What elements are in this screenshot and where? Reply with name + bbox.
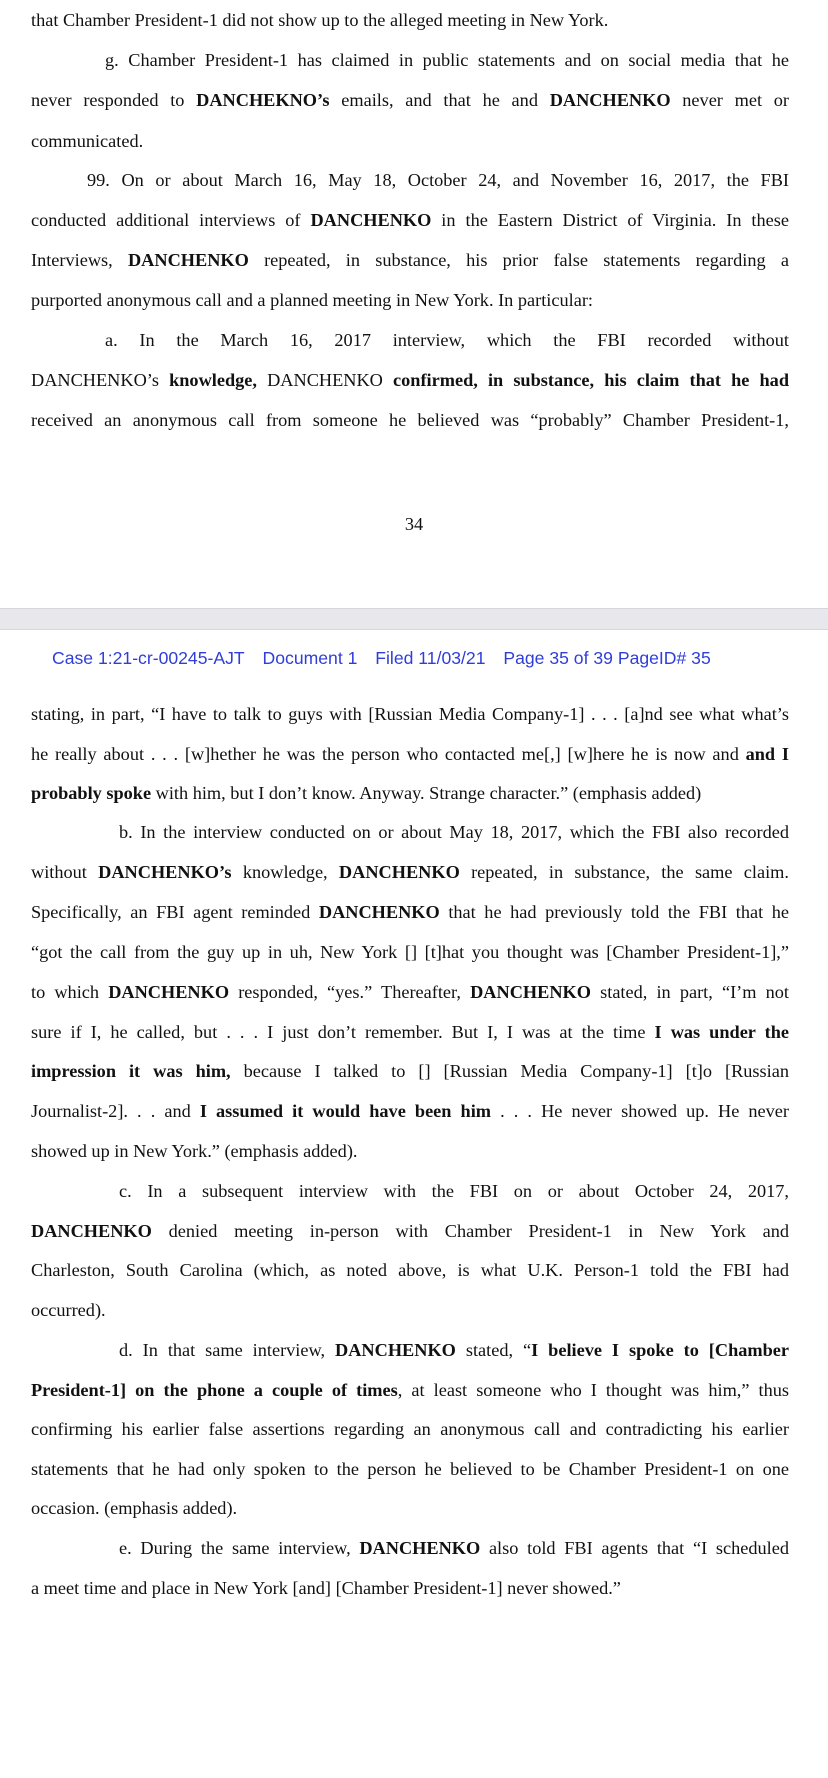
text-line [119,1179,789,1203]
text-line [31,1258,789,1282]
bold-text: and I [745,744,789,764]
text-line [31,208,789,232]
text-run: c. In a subsequent interview with the FBI on or about October 24, 2017, [119,1181,789,1201]
text-line [31,980,789,1004]
case-number: Case 1:21-cr-00245-AJT [52,648,245,668]
bold-text: DANCHENKO [470,982,591,1002]
text-run: that Chamber President-1 did not show up to the alleged meeting in New York. [31,10,609,30]
bold-text: DANCHENKO [338,862,460,882]
text-run: confirming his earlier false assertions regarding an anonymous call and contradicting his earlier [31,1419,789,1439]
page-35 [0,630,828,1778]
text-line [31,900,789,924]
text-line [31,368,789,392]
text-run: Specifically, an FBI agent reminded [31,902,319,922]
bold-text: DANCHEKNO’s [196,90,330,110]
bold-text: DANCHENKO [31,1221,152,1241]
text-run: DANCHENKO [267,370,383,390]
page-number: 34 [404,514,424,534]
text-line [119,820,789,844]
text-run: stating, in part, “I have to talk to guys with [Russian Media Company-1] . . . [a]nd see what what’s [31,704,789,724]
text-run: responded, “yes.” Thereafter, [229,982,471,1002]
bold-text: DANCHENKO [549,90,671,110]
text-line [119,1536,789,1560]
case-header [52,648,724,669]
text-run: d. In that same interview, [119,1340,336,1360]
text-run: Journalist-2]. . . and [31,1101,200,1121]
text-run: a meet time and place in New York [and] [Chamber President-1] never showed.” [31,1578,621,1598]
text-run: occasion. (emphasis added). [31,1498,238,1518]
bold-text: confirmed, in substance, his claim that he had [382,370,789,390]
bold-text: I believe I spoke to [Chamber [531,1340,790,1360]
text-line [31,1020,789,1044]
text-run: received an anonymous call from someone he believed was “probably” Chamber President-1, [31,410,789,430]
bold-text: DANCHENKO [318,902,440,922]
text-line [31,1059,789,1083]
text-run: without [31,862,99,882]
text-run: communicated. [31,131,144,151]
bold-text: I assumed it would have been him [199,1101,492,1121]
bold-text: I was under the [654,1022,789,1042]
page-id: Page 35 of 39 PageID# 35 [503,648,711,668]
text-line [31,1576,789,1600]
text-run: showed up in New York.” (emphasis added). [31,1141,358,1161]
text-line [31,8,789,32]
text-run: stated, in part, “I’m not [590,982,789,1002]
text-run: DANCHENKO’s [31,370,159,390]
text-run: statements that he had only spoken to the person he believed to be Chamber President-1 on one [31,1459,789,1479]
text-run: stated, “ [455,1340,532,1360]
text-run: never met or [670,90,789,110]
text-line [31,781,789,805]
text-line [31,1099,789,1123]
text-run: , at least someone who I thought was him,” thus [397,1380,790,1400]
text-line [31,88,789,112]
text-run: denied meeting in-person with Chamber President-1 in New York and [151,1221,789,1241]
text-run: also told FBI agents that “I scheduled [480,1538,789,1558]
text-line [31,742,789,766]
text-line [31,1139,789,1163]
text-line [105,48,789,72]
text-line [87,168,789,192]
bold-text: probably spoke [31,783,152,803]
text-run: knowledge, [231,862,339,882]
text-line [31,288,789,312]
bold-text: DANCHENKO [359,1538,481,1558]
text-line [119,1338,789,1362]
bold-text: DANCHENKO [335,1340,456,1360]
text-run: Charleston, South Carolina (which, as noted above, is what U.K. Person-1 told the FBI had [31,1260,789,1280]
text-run: repeated, in substance, his prior false statements regarding a [248,250,789,270]
text-run: “got the call from the guy up in uh, New York [] [t]hat you thought was [Chamber President-1],” [31,942,789,962]
text-line [31,1457,789,1481]
text-run: in the Eastern District of Virginia. In these [431,210,789,230]
bold-text: DANCHENKO [310,210,432,230]
text-run: b. In the interview conducted on or about May 18, 2017, which the FBI also recorded [119,822,789,842]
bold-text: knowledge, [158,370,268,390]
text-run: purported anonymous call and a planned meeting in New York. In particular: [31,290,594,310]
text-line [31,940,789,964]
text-line [31,1417,789,1441]
text-run: occurred). [31,1300,106,1320]
text-line [31,1298,789,1322]
text-line [31,408,789,432]
text-run: never responded to [31,90,197,110]
text-line [31,129,789,153]
bold-text: DANCHENKO [127,250,249,270]
text-run: 99. On or about March 16, May 18, October 24, and November 16, 2017, the FBI [87,170,789,190]
page-divider [0,608,828,630]
text-line [105,328,789,352]
text-line [31,1219,789,1243]
text-run: to which [31,982,109,1002]
bold-text: impression it was him, [31,1061,231,1081]
text-line [31,1496,789,1520]
text-run: e. During the same interview, [119,1538,360,1558]
text-run: he really about . . . [w]hether he was the person who contacted me[,] [w]here he is now and [31,744,746,764]
bold-text: President-1] on the phone a couple of times [31,1380,398,1400]
text-run: Interviews, [31,250,128,270]
text-run: emails, and that he and [329,90,550,110]
text-run: because I talked to [] [Russian Media Company-1] [t]o [Russian [230,1061,789,1081]
text-run: with him, but I don’t know. Anyway. Strange character.” (emphasis added) [151,783,702,803]
text-run: sure if I, he called, but . . . I just don’t remember. But I, I was at the time [31,1022,655,1042]
text-run: a. In the March 16, 2017 interview, which the FBI recorded without [105,330,789,350]
text-run: g. Chamber President-1 has claimed in public statements and on social media that he [105,50,789,70]
text-line [31,1378,789,1402]
text-line [31,860,789,884]
text-run: conducted additional interviews of [31,210,311,230]
text-run: . . . He never showed up. He never [491,1101,790,1121]
bold-text: DANCHENKO [108,982,230,1002]
text-line [31,702,789,726]
text-run: that he had previously told the FBI that he [439,902,790,922]
text-run: repeated, in substance, the same claim. [459,862,789,882]
bold-text: DANCHENKO’s [98,862,232,882]
filed-date: Filed 11/03/21 [375,648,486,668]
text-line [31,248,789,272]
page-34 [0,0,828,608]
document-number: Document 1 [262,648,358,668]
